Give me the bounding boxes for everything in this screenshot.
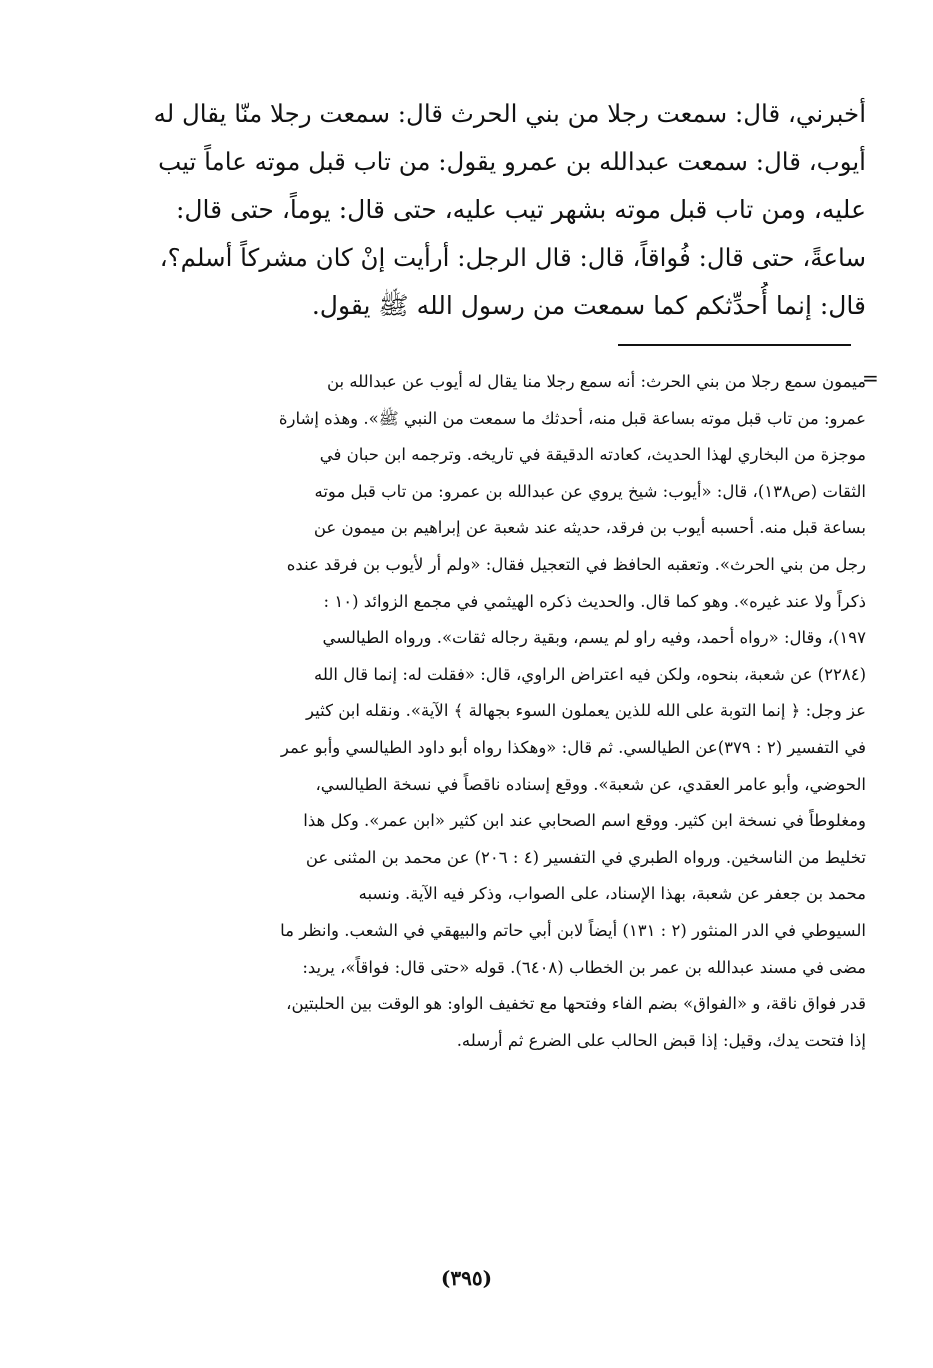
footnote-line: إذا فتحت يدك، وقيل: إذا قبض الحالب على الضرع ثم أرسله. [456,1030,866,1050]
main-text-line: ساعةً، حتى قال: فُواقاً، قال: قال الرجل: أرأيت إنْ كان مشركاً أسلم؟، [159,243,866,272]
main-text-line: قال: إنما أُحدِّثكم كما سمعت من رسول الله ﷺ يقول. [311,291,866,320]
footnote-line: محمد بن جعفر عن شعبة، بهذا الإسناد، على الصواب، وذكر فيه الآية. ونسبه [358,884,866,904]
footnote-line: رجل من بني الحرث». وتعقبه الحافظ في التعجيل فقال: «ولم أر لأيوب بن فرقد عنده [286,554,866,574]
footnote-line: ميمون سمع رجلا من بني الحرث: أنه سمع رجلا منا يقال له أيوب عن عبدالله بن [326,372,866,391]
footnote-line: عمرو: من تاب قبل موته بساعة قبل منه، أحدثك ما سمعت من النبي ﷺ». وهذه إشارة [278,408,866,428]
footnote-continuation-mark: = [862,366,879,390]
main-text-line: أيوب، قال: سمعت عبدالله بن عمرو يقول: من تاب قبل موته عاماً تيب [158,147,866,176]
page-number: (٣٩٥) [440,1266,493,1290]
footnote-line: قدر فواق ناقة، و «الفواق» بضم الفاء وفتحها مع تخفيف الواو: هو الوقت بين الحلبتين، [286,994,866,1014]
footnote-line: موجزة من البخاري لهذا الحديث، كعادته الدقيقة في تاريخه. وترجمه ابن حبان في [319,445,866,465]
footnote-line: ذكراً ولا عند غيره». وهو كما قال. والحديث ذكره الهيثمي في مجمع الزوائد (١٠ : [323,591,866,611]
footnote-line: الثقات (ص١٣٨)، قال: «أيوب: شيخ يروي عن عبدالله بن عمرو: من تاب قبل موته [314,481,866,501]
footnote-line: ومغلوطاً في نسخة ابن كثير. ووقع اسم الصحابي عند ابن كثير «ابن عمر». وكل هذا [303,811,866,831]
main-text-line: عليه، ومن تاب قبل موته بشهر تيب عليه، حتى قال: يوماً، حتى قال: [175,195,866,224]
footnote-line: مضى في مسند عبدالله بن عمر بن الخطاب (٦٤٠٨). قوله «حتى قال: فواقاً»، يريد: [302,957,866,977]
footnote-line: تخليط من الناسخين. ورواه الطبري في التفسير (٤ : ٢٠٦) عن محمد بن المثنى عن [305,847,866,867]
footnote-line: الحوضي، وأبو عامر العقدي، عن شعبة». ووقع إسناده ناقصاً في نسخة الطيالسي، [315,774,866,794]
footnote-line: (٢٢٨٤) عن شعبة، بنحوه، ولكن فيه اعتراض الراوي، قال: «فقلت له: إنما قال الله [314,664,866,684]
footnote-line: السيوطي في الدر المنثور (٢ : ١٣١) أيضاً لابن أبي حاتم والبيهقي في الشعب. وانظر ما [280,920,866,940]
footnote-divider [618,344,851,346]
main-hadith-text [150,90,866,330]
footnote-line: عز وجل: ﴿ إنما التوبة على الله للذين يعملون السوء بجهالة ﴾ الآية». ونقله ابن كثير [306,701,866,721]
footnote-line: في التفسير (٢ : ٣٧٩)عن الطيالسي. ثم قال: «وهكذا رواه أبو داود الطيالسي وأبو عمر [280,737,866,757]
main-text-line: أخبرني، قال: سمعت رجلا من بني الحرث قال: سمعت رجلا منّا يقال له [153,99,866,128]
footnote-line: بساعة قبل منه. أحسبه أيوب بن فرقد، حديثه عند شعبة عن إبراهيم بن ميمون عن [313,518,866,538]
footnotes-block [150,364,866,1059]
footnote-line: ١٩٧)، وقال: «رواه أحمد، وفيه راو لم يسم، وبقية رجاله ثقات». ورواه الطيالسي [322,628,866,648]
